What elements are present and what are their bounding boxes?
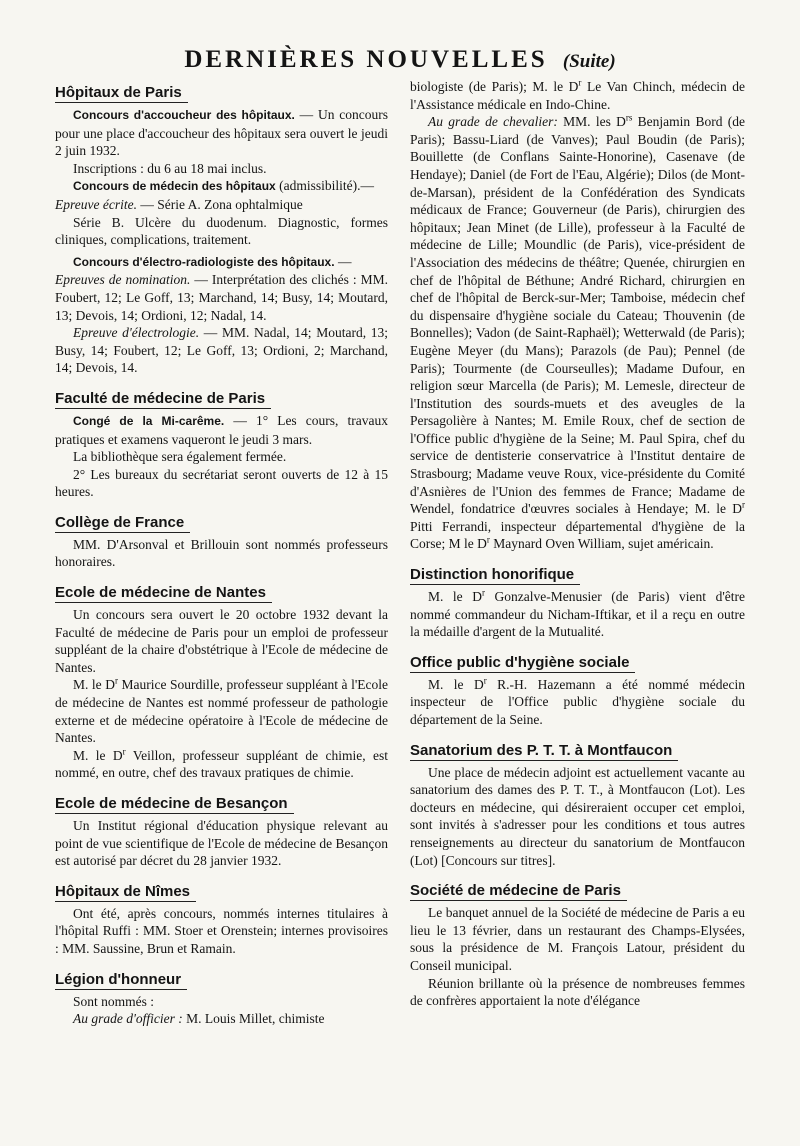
section-societe	[410, 880, 745, 1010]
section-besancon	[55, 793, 388, 870]
section-distinction	[410, 564, 745, 641]
text: R.-H. Hazemann a été nommé médecin inspecteur de l'Office public d'hygiène sociale du département de la Seine.	[410, 676, 745, 727]
masthead-title: DERNIÈRES NOUVELLES	[184, 46, 548, 73]
paragraph	[55, 747, 388, 782]
paragraph	[55, 676, 388, 746]
text: Le Van Chinch, médecin de l'Assistance médicale en Indo-Chine.	[410, 79, 745, 112]
superscript: r	[483, 675, 487, 686]
text: — MM. Nadal, 14; Moutard, 13; Busy, 14; Foubert, 12; Le Goff, 13; Ordioni, 2; Marchand, 14; Devois, 14.	[55, 325, 388, 376]
paragraph: Série B. Ulcère du duodenum. Diagnostic, formes cliniques, complications, traitement.	[55, 214, 388, 248]
text: (admissibilité).—	[275, 178, 374, 194]
masthead	[0, 46, 800, 74]
superscript: r	[122, 746, 126, 757]
paragraph	[55, 324, 388, 377]
text: M. le D	[428, 589, 482, 605]
paragraph: 2° Les bureaux du secrétariat seront ouverts de 12 à 15 heures.	[55, 466, 388, 500]
superscript: rs	[625, 112, 633, 123]
text: Maurice Sourdille, professeur suppléant à l'Ecole de médecine de Nantes est nommé professeur de pathologie externe et de médecine opératoire à l'Ecole de médecine de Nantes.	[55, 677, 388, 746]
superscript: r	[486, 534, 490, 545]
paragraph: Le banquet annuel de la Société de médecine de Paris a eu lieu le 13 février, dans un restaurant des Champs-Elysées, sous la présidence de M. François Latour, président du Conseil municipal.	[410, 905, 745, 973]
superscript: r	[114, 675, 118, 686]
italic-label: Au grade de chevalier:	[428, 114, 558, 130]
section-title: Ecole de médecine de Besançon	[55, 795, 294, 814]
section-title: Distinction honorifique	[410, 566, 580, 585]
subheading: Concours de médecin des hôpitaux	[73, 179, 276, 194]
right-column	[410, 78, 745, 1021]
masthead-suite: (Suite)	[562, 51, 616, 72]
paragraph: Un Institut régional d'éducation physique relevant au point de vue scientifique de l'Ecole de médecine de Besançon est autorisé par décret du 28 janvier 1932.	[55, 818, 388, 869]
paragraph: Une place de médecin adjoint est actuellement vacante au sanatorium des dames des P. T. T., à Montfaucon (Lot). Les docteurs en médecine, qui désireraient occuper cet emploi, sont invités à s'adresser pour les conditions et tous autres renseignements au directeur du sanatorium de Montfaucon (Lot) [Concours sur titres].	[410, 764, 745, 868]
text: M. le D	[73, 677, 115, 693]
section-title: Collège de France	[55, 514, 190, 533]
section-college	[55, 512, 388, 571]
paragraph: Inscriptions : du 6 au 18 mai inclus.	[73, 160, 267, 176]
paragraph	[410, 78, 745, 113]
section-sanatorium	[410, 740, 745, 870]
paragraph	[410, 588, 745, 641]
text: — Interprétation des clichés : MM. Foubert, 12; Le Goff, 13; Marchand, 14; Busy, 14; Moutard, 13; Devois, 14; Ordioni, 12; Nadal, 14.	[55, 272, 388, 323]
italic-label: Au grade d'officier :	[73, 1011, 183, 1027]
section-hopitaux-paris	[55, 82, 388, 377]
text: Veillon, professeur suppléant de chimie, est nommé, en outre, chef des travaux pratiques de chimie.	[55, 747, 388, 781]
text: biologiste (de Paris); M. le D	[410, 79, 579, 94]
text: — 1° Les cours, travaux pratiques et examens vaqueront le jeudi 3 mars.	[55, 412, 388, 447]
paragraph	[55, 253, 388, 324]
paragraph: MM. D'Arsonval et Brillouin sont nommés professeurs honoraires.	[55, 536, 388, 570]
paragraph: La bibliothèque sera également fermée.	[73, 449, 287, 465]
section-legion	[55, 969, 388, 1028]
section-title: Faculté de médecine de Paris	[55, 390, 271, 409]
paragraph	[55, 1010, 388, 1028]
paragraph	[55, 106, 388, 160]
section-nantes	[55, 582, 388, 782]
text: Maynard Oven William, sujet américain.	[489, 536, 714, 552]
paragraph	[410, 113, 745, 553]
text: M. le D	[428, 676, 484, 692]
text: Gonzalve-Menusier (de Paris) vient d'être nommé commandeur du Nicham-Iftikar, et il a reçu en outre la médaille d'argent de la Mutualité.	[410, 589, 745, 640]
subheading: Concours d'accoucheur des hôpitaux.	[73, 108, 295, 122]
text: —	[334, 253, 352, 269]
section-title: Légion d'honneur	[55, 971, 187, 990]
superscript: r	[742, 499, 745, 510]
paragraph: Ont été, après concours, nommés internes titulaires à l'hôpital Ruffi : MM. Stoer et Orenstein; internes provisoires : MM. Saussine, Brun et Ramain.	[55, 905, 388, 956]
section-nimes	[55, 881, 388, 958]
section-title: Hôpitaux de Nîmes	[55, 883, 196, 902]
paragraph: Réunion brillante où la présence de nombreuses femmes de confrères apportaient la note d'élégance	[410, 975, 745, 1009]
paragraph	[410, 676, 745, 729]
left-column	[55, 82, 388, 1039]
text: MM. les D	[557, 114, 626, 130]
section-faculte	[55, 388, 388, 501]
text: — Série A. Zona ophtalmique	[136, 196, 303, 212]
text: M. le D	[73, 747, 123, 763]
section-legion-continued	[410, 78, 745, 553]
paragraph: Un concours sera ouvert le 20 octobre 1932 devant la Faculté de médecine de Paris pour un emploi de professeur suppléant de la chaire d'obstétrique à l'Ecole de médecine de Nantes.	[55, 607, 388, 675]
paragraph: Sont nommés :	[73, 993, 155, 1009]
text: Pitti Ferrandi, inspecteur départemental d'hygiène de la Corse; M le D	[410, 518, 745, 552]
section-title: Hôpitaux de Paris	[55, 84, 188, 103]
italic-label: Epreuve d'électrologie.	[73, 325, 200, 341]
section-title: Sanatorium des P. T. T. à Montfaucon	[410, 742, 678, 761]
text: M. Louis Millet, chimiste	[182, 1011, 325, 1027]
section-office	[410, 652, 745, 729]
section-title: Ecole de médecine de Nantes	[55, 584, 272, 603]
subheading: Congé de la Mi-carême.	[73, 413, 225, 428]
section-title: Société de médecine de Paris	[410, 882, 627, 901]
text: — Un concours pour une place d'accoucheur des hôpitaux sera ouvert le jeudi 2 juin 1932.	[55, 107, 389, 159]
superscript: r	[578, 77, 582, 88]
text: Benjamin Bord (de Paris); Bassu-Liard (de Vanves); Paul Boudin (de Paris); Bouillette (de Conflans Sainte-Honorine), Casenave (de Hendaye); Daniel (de Fort de l'Eau, Algérie); Dilos (de Mont-de-Marsan), président de la Confédération des Syndicats médicaux de France; Gouverneur (de Paris), chirurgien des hôpitaux; Jean Minet (de Lille), professeur à la Faculté de médecine de Lille; Moundlic (de Paris), vice-président de l'Association des médecins de théâtre; Quenée, chirurgien en chef de l'hôpital de Béthune; André Richard, chirurgien en chef de l'hôpital de Berck-sur-Mer; Tamboise, médecin chef du dispensaire d'hygiène sociale du Cateau; Thouvenin (de Bonnelles); Vadon (de Saint-Raphaël); Wetterwald (de Paris); Eugène Meyer (du Mans); Parazols (de Pau); Pennel (de Paris); Tourmente (de Courseulles); Madame Dufour, en religion sœur Marcella (de Paris); M. Lemesle, directeur de l'Institution des sourds-muets et des aveugles de la Persagolière à Nantes; M. Emile Roux, chef de section de l'Office public d'hygiène de la Seine; M. Paul Spira, chef du service de dentisterie conservatrice à l'Institut dentaire de Strasbourg; Madame veuve Roux, vice-présidente du Comité d'Asnières de l'Union des femmes de France; Madame de Wendel, fondatrice d'œuvres sociales à Hendaye; M. le D	[410, 114, 745, 517]
superscript: r	[481, 587, 485, 598]
paragraph	[55, 412, 388, 448]
paragraph	[55, 177, 388, 213]
section-title: Office public d'hygiène sociale	[410, 654, 635, 673]
subheading: Concours d'électro-radiologiste des hôpitaux.	[73, 254, 335, 269]
italic-label: Epreuves de nomination.	[55, 272, 191, 288]
italic-label: Epreuve écrite.	[55, 196, 137, 212]
